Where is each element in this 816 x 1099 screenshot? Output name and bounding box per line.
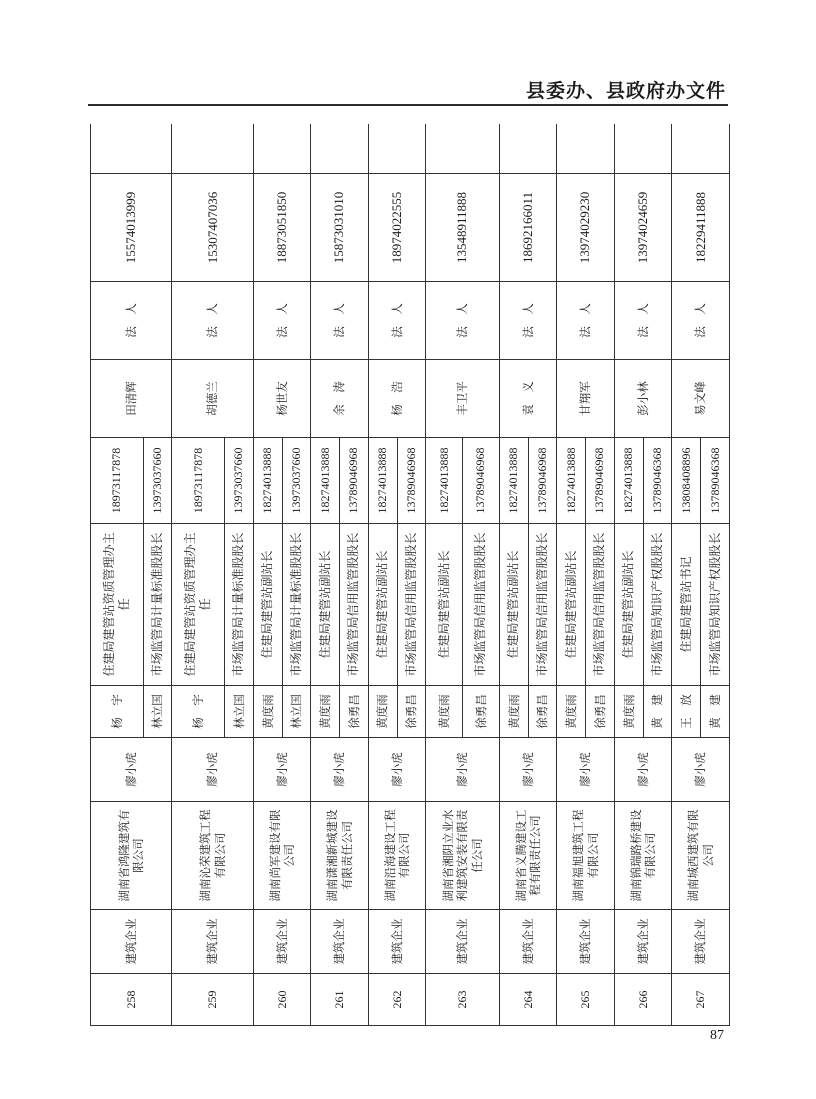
official-phone-cell: 13789046968 xyxy=(463,438,500,524)
row-number-cell: 265 xyxy=(557,974,614,1026)
official-role-cell: 住建局建管站副站长 xyxy=(368,524,397,686)
representative-phone-cell: 18974022555 xyxy=(368,174,425,282)
table-row xyxy=(614,124,643,1026)
header-divider xyxy=(88,104,728,106)
official-phone-cell: 18274013888 xyxy=(499,438,528,524)
enterprise-type-cell: 建筑企业 xyxy=(311,910,368,974)
official-role-cell: 住建局建管站副站长 xyxy=(614,524,643,686)
official-phone-cell: 18274013888 xyxy=(426,438,463,524)
note-cell xyxy=(557,124,614,174)
representative-phone-cell: 18229411888 xyxy=(672,174,730,282)
official-phone-cell: 13973037660 xyxy=(225,438,254,524)
table-row xyxy=(91,124,144,1026)
table-row xyxy=(311,124,340,1026)
official-phone-cell: 18274013888 xyxy=(368,438,397,524)
representative-phone-cell: 15873031010 xyxy=(311,174,368,282)
representative-name-cell: 甘翔军 xyxy=(557,360,614,438)
contact-person-cell: 廖小虎 xyxy=(253,738,310,802)
official-name-cell: 黄度雨 xyxy=(499,686,528,738)
official-name-cell: 徐勇昌 xyxy=(397,686,426,738)
official-role-cell: 市场监管局知识产权股股长 xyxy=(701,524,730,686)
enterprise-type-cell: 建筑企业 xyxy=(368,910,425,974)
representative-phone-cell: 15307407036 xyxy=(172,174,253,282)
table-area xyxy=(90,124,730,1026)
official-name-cell: 黄度雨 xyxy=(426,686,463,738)
table-row xyxy=(426,124,463,1026)
representative-name-cell: 杨世友 xyxy=(253,360,310,438)
enterprise-type-cell: 建筑企业 xyxy=(172,910,253,974)
enterprise-type-cell: 建筑企业 xyxy=(91,910,172,974)
representative-role-cell: 法 人 xyxy=(253,282,310,360)
row-number-cell: 258 xyxy=(91,974,172,1026)
official-role-cell: 住建局建管站副站长 xyxy=(499,524,528,686)
table-row xyxy=(557,124,586,1026)
representative-role-cell: 法 人 xyxy=(557,282,614,360)
table-row xyxy=(368,124,397,1026)
official-role-cell: 住建局建管站资质管理办主任 xyxy=(172,524,225,686)
table-row xyxy=(499,124,528,1026)
row-number-cell: 260 xyxy=(253,974,310,1026)
company-name-cell: 湖南尚军建设有限公司 xyxy=(253,802,310,910)
company-name-cell: 湖南沿海建设工程有限公司 xyxy=(368,802,425,910)
official-phone-cell: 13789046968 xyxy=(397,438,426,524)
contact-person-cell: 廖小虎 xyxy=(426,738,500,802)
official-phone-cell: 13789046968 xyxy=(340,438,369,524)
official-name-cell: 王 放 xyxy=(672,686,701,738)
official-role-cell: 市场监管局信用监管股股长 xyxy=(586,524,615,686)
official-phone-cell: 13973037660 xyxy=(143,438,172,524)
note-cell xyxy=(311,124,368,174)
official-name-cell: 黄度雨 xyxy=(253,686,282,738)
row-number-cell: 261 xyxy=(311,974,368,1026)
official-phone-cell: 13789046968 xyxy=(528,438,557,524)
enterprise-type-cell: 建筑企业 xyxy=(253,910,310,974)
official-name-cell: 林立国 xyxy=(282,686,311,738)
official-phone-cell: 18274013888 xyxy=(311,438,340,524)
enterprise-type-cell: 建筑企业 xyxy=(426,910,500,974)
official-name-cell: 黄度雨 xyxy=(311,686,340,738)
enterprise-contact-table xyxy=(90,124,730,1026)
representative-name-cell: 杨 浩 xyxy=(368,360,425,438)
row-number-cell: 264 xyxy=(499,974,556,1026)
official-phone-cell: 18274013888 xyxy=(253,438,282,524)
official-name-cell: 林立国 xyxy=(143,686,172,738)
row-number-cell: 259 xyxy=(172,974,253,1026)
representative-phone-cell: 18873051850 xyxy=(253,174,310,282)
official-name-cell: 徐勇昌 xyxy=(586,686,615,738)
official-role-cell: 市场监管局知识产权股股长 xyxy=(643,524,672,686)
enterprise-type-cell: 建筑企业 xyxy=(499,910,556,974)
representative-role-cell: 法 人 xyxy=(91,282,172,360)
row-number-cell: 267 xyxy=(672,974,730,1026)
official-role-cell: 市场监管局信用监管股股长 xyxy=(463,524,500,686)
official-name-cell: 黄度雨 xyxy=(368,686,397,738)
official-role-cell: 住建局建管站书记 xyxy=(672,524,701,686)
company-name-cell: 湖南城西建筑有限公司 xyxy=(672,802,730,910)
note-cell xyxy=(91,124,172,174)
representative-role-cell: 法 人 xyxy=(368,282,425,360)
enterprise-type-cell: 建筑企业 xyxy=(672,910,730,974)
table-body xyxy=(91,124,730,1026)
enterprise-type-cell: 建筑企业 xyxy=(614,910,671,974)
table-row xyxy=(172,124,225,1026)
company-name-cell: 湖南锦瑞路桥建设有限公司 xyxy=(614,802,671,910)
representative-phone-cell: 13548911888 xyxy=(426,174,500,282)
official-role-cell: 市场监管局计量标准股股长 xyxy=(282,524,311,686)
note-cell xyxy=(426,124,500,174)
note-cell xyxy=(172,124,253,174)
representative-name-cell: 胡德兰 xyxy=(172,360,253,438)
official-role-cell: 市场监管局计量标准股股长 xyxy=(225,524,254,686)
official-role-cell: 住建局建管站资质管理办主任 xyxy=(91,524,144,686)
official-phone-cell: 18973117878 xyxy=(172,438,225,524)
official-phone-cell: 13808408896 xyxy=(672,438,701,524)
company-name-cell: 湖南潇湘新城建设有限责任公司 xyxy=(311,802,368,910)
representative-role-cell: 法 人 xyxy=(672,282,730,360)
contact-person-cell: 廖小虎 xyxy=(311,738,368,802)
official-phone-cell: 18274013888 xyxy=(557,438,586,524)
company-name-cell: 湖南省义腾建设工程有限责任公司 xyxy=(499,802,556,910)
official-name-cell: 徐勇昌 xyxy=(340,686,369,738)
contact-person-cell: 廖小虎 xyxy=(172,738,253,802)
note-cell xyxy=(499,124,556,174)
official-name-cell: 林立国 xyxy=(225,686,254,738)
table-row xyxy=(672,124,701,1026)
header-title: 县委办、县政府办文件 xyxy=(525,80,726,102)
official-phone-cell: 18973117878 xyxy=(91,438,144,524)
official-role-cell: 住建局建管站副站长 xyxy=(557,524,586,686)
representative-phone-cell: 15574013999 xyxy=(91,174,172,282)
official-role-cell: 住建局建管站副站长 xyxy=(311,524,340,686)
official-phone-cell: 13973037660 xyxy=(282,438,311,524)
note-cell xyxy=(672,124,730,174)
representative-name-cell: 彭小林 xyxy=(614,360,671,438)
official-phone-cell: 13789046368 xyxy=(643,438,672,524)
official-role-cell: 住建局建管站副站长 xyxy=(426,524,463,686)
official-name-cell: 黄 建 xyxy=(701,686,730,738)
representative-name-cell: 丰卫平 xyxy=(426,360,500,438)
official-role-cell: 市场监管局信用监管股股长 xyxy=(340,524,369,686)
row-number-cell: 266 xyxy=(614,974,671,1026)
enterprise-type-cell: 建筑企业 xyxy=(557,910,614,974)
note-cell xyxy=(614,124,671,174)
official-phone-cell: 13789046968 xyxy=(586,438,615,524)
note-cell xyxy=(368,124,425,174)
contact-person-cell: 廖小虎 xyxy=(91,738,172,802)
official-name-cell: 徐勇昌 xyxy=(463,686,500,738)
company-name-cell: 湖南福旭建筑工程有限公司 xyxy=(557,802,614,910)
representative-role-cell: 法 人 xyxy=(311,282,368,360)
official-phone-cell: 13789046368 xyxy=(701,438,730,524)
row-number-cell: 262 xyxy=(368,974,425,1026)
contact-person-cell: 廖小虎 xyxy=(614,738,671,802)
table-row xyxy=(253,124,282,1026)
note-cell xyxy=(253,124,310,174)
contact-person-cell: 廖小虎 xyxy=(368,738,425,802)
contact-person-cell: 廖小虎 xyxy=(499,738,556,802)
representative-role-cell: 法 人 xyxy=(172,282,253,360)
official-name-cell: 杨 宇 xyxy=(172,686,225,738)
rotated-table-container xyxy=(90,124,730,1026)
page-number: 87 xyxy=(710,1028,724,1043)
representative-role-cell: 法 人 xyxy=(499,282,556,360)
company-name-cell: 湖南沁荣建筑工程有限公司 xyxy=(172,802,253,910)
contact-person-cell: 廖小虎 xyxy=(672,738,730,802)
representative-role-cell: 法 人 xyxy=(426,282,500,360)
representative-phone-cell: 13974029230 xyxy=(557,174,614,282)
representative-name-cell: 易文峰 xyxy=(672,360,730,438)
row-number-cell: 263 xyxy=(426,974,500,1026)
representative-phone-cell: 13974024659 xyxy=(614,174,671,282)
company-name-cell: 湖南省湘阴立业水利建筑安装有限责任公司 xyxy=(426,802,500,910)
official-phone-cell: 18274013888 xyxy=(614,438,643,524)
representative-role-cell: 法 人 xyxy=(614,282,671,360)
official-name-cell: 徐勇昌 xyxy=(528,686,557,738)
representative-phone-cell: 18692166011 xyxy=(499,174,556,282)
representative-name-cell: 余 涛 xyxy=(311,360,368,438)
official-name-cell: 黄 建 xyxy=(643,686,672,738)
official-role-cell: 市场监管局信用监管股股长 xyxy=(397,524,426,686)
company-name-cell: 湖南省鸿隆建筑有限公司 xyxy=(91,802,172,910)
official-name-cell: 黄度雨 xyxy=(614,686,643,738)
official-role-cell: 市场监管局计量标准股股长 xyxy=(143,524,172,686)
official-name-cell: 杨 宇 xyxy=(91,686,144,738)
official-role-cell: 市场监管局信用监管股股长 xyxy=(528,524,557,686)
representative-name-cell: 田清辉 xyxy=(91,360,172,438)
official-name-cell: 黄度雨 xyxy=(557,686,586,738)
official-role-cell: 住建局建管站副站长 xyxy=(253,524,282,686)
contact-person-cell: 廖小虎 xyxy=(557,738,614,802)
representative-name-cell: 袁 义 xyxy=(499,360,556,438)
